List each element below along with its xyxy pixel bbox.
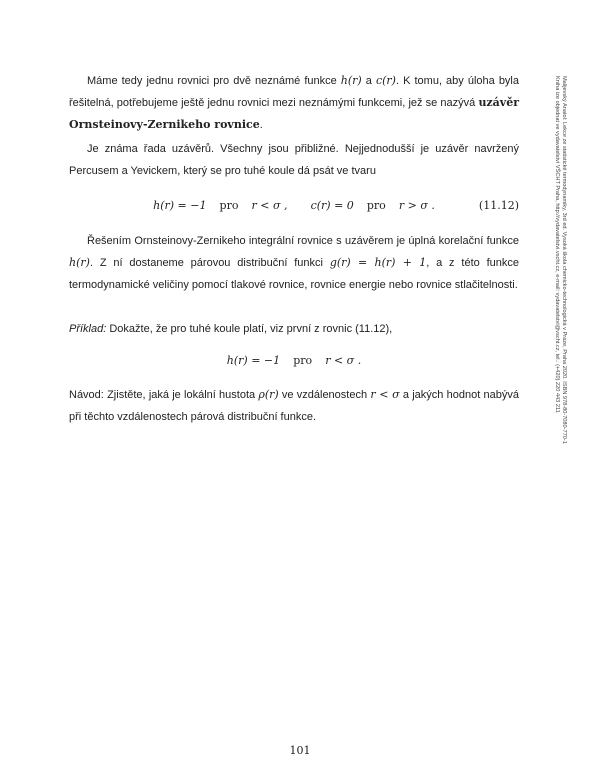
text: , a z této funkce termodynamické veličiny pomocí tlakové rovnice, rovnice energie nebo rovnice stlačitelnosti.	[69, 257, 520, 291]
bold-term: uzávěr Ornsteinovy-Zernikeho rovnice	[69, 96, 519, 131]
eq-lhs-1: h(r) = −1	[153, 199, 207, 212]
math-r-lt-sigma: r < σ	[370, 388, 400, 401]
math-g-eq: g(r) = h(r) + 1	[329, 256, 427, 269]
eq-lhs: h(r) = −1	[226, 354, 281, 367]
eq-pro-2: pro	[366, 199, 386, 212]
equation-number: (11.12)	[478, 199, 519, 212]
hint-paragraph	[69, 384, 519, 428]
eq-cond-1: r < σ ,	[251, 199, 288, 212]
eq-pro: pro	[293, 354, 313, 367]
text: . Z ní dostaneme párovou distribuční funkci	[89, 257, 330, 269]
paragraph-2-text: Je známa řada uzávěrů. Všechny jsou přibližné. Nejjednodušší je uzávěr navržený Percusem a Yevickem, který se pro tuhé koule dá psát ve tvaru	[69, 143, 519, 177]
text: Řešením Ornsteinovy-Zernikeho integrální rovnice s uzávěrem je úplná korelační funkce	[87, 235, 519, 247]
math-h-r: h(r)	[340, 74, 362, 87]
paragraph-1	[69, 70, 519, 136]
equation-body	[69, 350, 519, 372]
math-rho-r: ρ(r)	[258, 388, 279, 401]
text: Máme tedy jednu rovnici pro dvě neznámé funkce	[87, 75, 341, 87]
paragraph-2	[69, 138, 519, 182]
example-paragraph	[69, 318, 519, 340]
math-c-r: c(r)	[375, 74, 396, 87]
equation-11-12	[69, 195, 519, 217]
example-label: Příklad:	[69, 323, 107, 335]
eq-lhs-2: c(r) = 0	[310, 199, 354, 212]
eq-cond-2: r > σ .	[398, 199, 435, 212]
eq-cond: r < σ .	[325, 354, 362, 367]
text: .	[259, 119, 263, 131]
page-number: 101	[289, 744, 311, 757]
text: Návod: Zjistěte, jaká je lokální hustota	[69, 389, 259, 401]
side-note-line-1: Malijevský Anatol: Lekce ze statistické termodynamiky, 3rd ed. Vysoká škola chemicko-technologická v Praze, Praha 2020. ISBN 978-80-7080-770-1	[561, 76, 567, 444]
text: a	[361, 75, 376, 87]
example-equation	[69, 350, 519, 372]
equation-body	[69, 195, 519, 217]
side-note-line-2: Kniha ize objednat ve vydavatelství VŠCHT Praha, http://vydavatelstvi.vscht.cz, e-mail: vydavatelstvi@vscht.cz, tel.: (+420) 220 443 211	[554, 76, 560, 413]
copyright-side-note	[553, 76, 567, 546]
math-h-r: h(r)	[69, 256, 90, 269]
example-text: Dokažte, že pro tuhé koule platí, viz první z rovnic (11.12),	[106, 323, 393, 335]
eq-pro-1: pro	[219, 199, 239, 212]
paragraph-3	[69, 230, 519, 296]
text: a jakých hodnot nabývá při těchto vzdálenostech párová distribuční funkce.	[69, 389, 519, 423]
text: . K tomu, aby úloha byla řešitelná, potřebujeme ještě jednu rovnici mezi neznámými funkcemi, jež se nazývá	[69, 75, 519, 109]
text: ve vzdálenostech	[278, 389, 371, 401]
